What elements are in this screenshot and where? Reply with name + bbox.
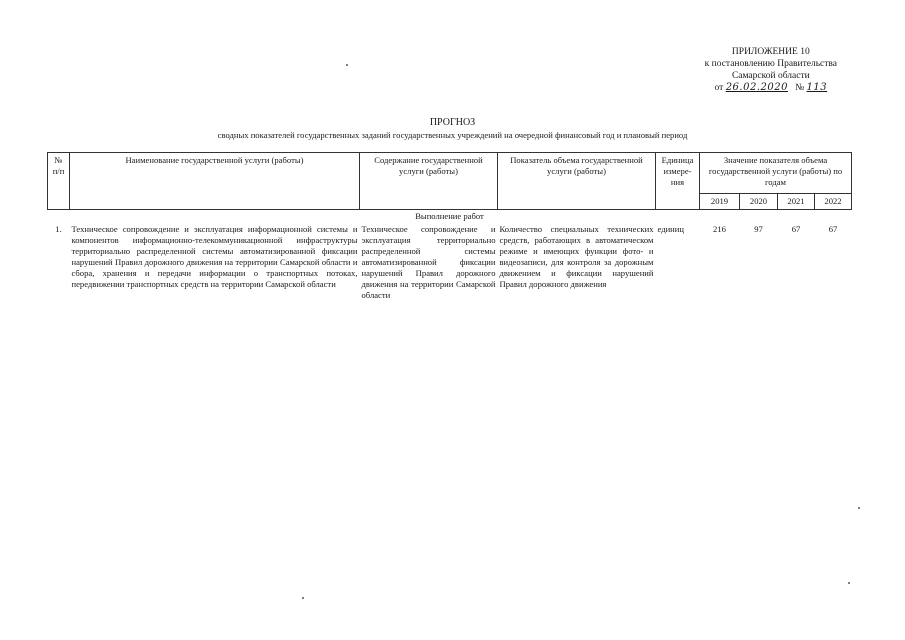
appendix-title: ПРИЛОЖЕНИЕ 10 [731,47,810,57]
section-title: Выполнение работ [415,211,484,221]
forecast-table [47,152,852,302]
header-values: Значение показателя объема государственной услуги (работы) по годам [700,153,852,194]
row-unit: единиц [657,224,684,234]
document-title: ПРОГНОЗ [429,117,476,128]
row-value: 67 [791,224,801,234]
row-content: Техническое сопровождение и эксплуатация территориально распределенной системы автоматизированной фиксации нарушений Правил дорожного движения на территории Самарской области [361,224,496,300]
header-year: 2019 [700,194,740,210]
section-row [48,210,852,224]
header-num: № п/п [48,153,70,210]
appendix-region: Самарской области [731,71,810,81]
appendix-block [705,46,837,94]
table-row [48,223,852,302]
row-num: 1. [55,224,62,234]
scan-speck [848,582,850,584]
scan-speck [346,64,348,66]
header-year: 2020 [740,194,778,210]
table-header-row [48,153,852,194]
handwritten-date: 26.02.2020 [725,82,788,93]
header-content: Содержание государственной услуги (работы) [360,153,498,210]
number-prefix: № [795,83,805,93]
appendix-date-line [705,82,837,94]
row-value: 97 [754,224,763,234]
appendix-decree-ref: к постановлению Правительства [704,59,837,69]
header-unit: Единица измере-ния [656,153,700,210]
header-year: 2021 [778,194,815,210]
row-value: 216 [713,224,726,234]
row-indicator: Количество специальных технических средств, работающих в автоматическом режиме и имеющих функции фото- и видеозаписи, для контроля за дорожным движением и фиксации нарушений Правил дорожного движения [499,224,654,289]
row-service-name: Техническое сопровождение и эксплуатация информационной системы и компонентов информационно-телекоммуникационной инфраструктуры территориально распределенной системы автоматизированной фиксации нарушений Правил дорожного движения на территории Самарской области и сбора, хранения и передачи информации о транспортных потоках, передвижении транспортных средств на территории Самарской области [71,224,358,289]
date-prefix: от [714,83,724,93]
scan-speck [858,507,860,509]
handwritten-number: 113 [806,82,828,93]
scan-speck [302,597,304,599]
header-indicator: Показатель объема государственной услуги (работы) [498,153,656,210]
row-value: 67 [828,224,838,234]
header-service-name: Наименование государственной услуги (работы) [70,153,360,210]
document-subtitle: сводных показателей государственных заданий государственных учреждений на очередной финансовый год и плановый период [217,130,688,140]
header-year: 2022 [815,194,852,210]
